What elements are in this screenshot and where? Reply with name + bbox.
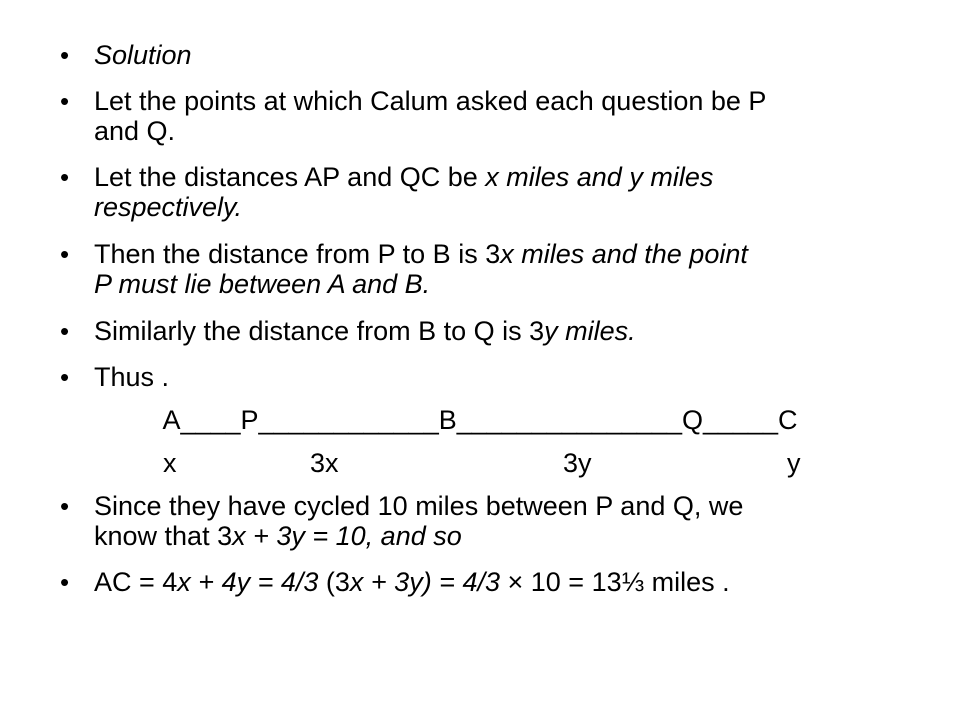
text-run: Similarly the distance from B to Q is 3 xyxy=(94,316,545,346)
bullet-marker: • xyxy=(60,567,70,597)
diagram-label: y xyxy=(787,448,801,478)
bullet-text-line xyxy=(94,239,748,269)
bullet-text-line xyxy=(94,162,713,192)
bullet-marker: • xyxy=(60,239,70,269)
bullet-text-line xyxy=(94,362,169,392)
bullet-text-line xyxy=(94,116,175,146)
bullet-marker: • xyxy=(60,86,70,116)
bullet-marker: • xyxy=(60,362,70,392)
diagram-label: 3y xyxy=(563,448,592,478)
bullet-text-line xyxy=(94,192,242,222)
text-run: and Q. xyxy=(94,116,176,146)
text-run: Then the distance from P to B is 3 xyxy=(94,239,501,269)
text-run: (3 xyxy=(325,567,350,597)
bullet-marker: • xyxy=(60,40,70,70)
bullet-text-line xyxy=(94,567,730,597)
text-run: know that 3 xyxy=(94,521,233,551)
italic-text-run: x + 3y) = 4/3 xyxy=(349,567,508,597)
bullet-marker: • xyxy=(60,316,70,346)
text-run: Thus . xyxy=(94,362,170,392)
text-run: Let the distances AP and QC be xyxy=(94,162,486,192)
italic-text-run: y miles. xyxy=(544,316,636,346)
text-run: Since they have cycled 10 miles between P and Q, we xyxy=(94,491,744,521)
bullet-text-solution xyxy=(94,40,192,70)
italic-text-run: x + 4y = 4/3 xyxy=(177,567,326,597)
text-run: × 10 = 13⅓ miles . xyxy=(507,567,730,597)
italic-text-run: x miles and the point xyxy=(500,239,748,269)
bullet-marker: • xyxy=(60,491,70,521)
italic-text-run: x + 3y = 10, and so xyxy=(232,521,462,551)
diagram-label: 3x xyxy=(310,448,339,478)
italic-text-run: x miles and y miles xyxy=(485,162,714,192)
bullet-text-line xyxy=(94,269,430,299)
diagram-label: x xyxy=(163,448,177,478)
bullet-marker: • xyxy=(60,162,70,192)
italic-text-run: P must lie between A and B. xyxy=(94,269,431,299)
bullet-text-line xyxy=(94,521,462,551)
bullet-text-line xyxy=(94,316,636,346)
text-run: Let the points at which Calum asked each question be P xyxy=(94,86,767,116)
distance-diagram-line: A____P____________B_______________Q_____C xyxy=(162,405,798,435)
italic-text-run: Solution xyxy=(94,40,192,70)
bullet-text-line xyxy=(94,491,743,521)
italic-text-run: respectively. xyxy=(94,192,243,222)
bullet-text-line xyxy=(94,86,766,116)
text-run: AC = 4 xyxy=(94,567,178,597)
